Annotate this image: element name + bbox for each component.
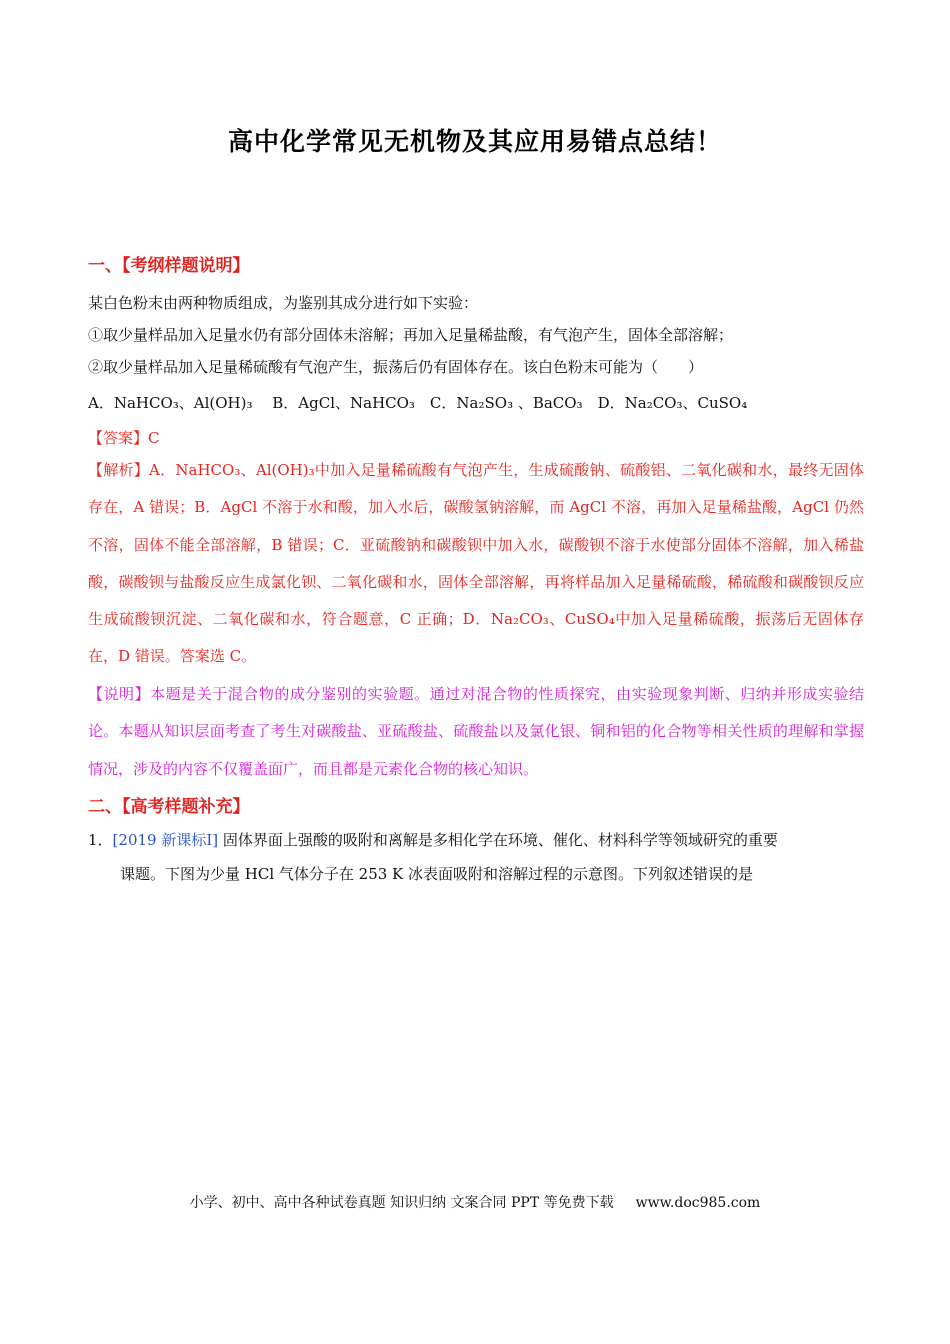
analysis-paragraph: 【解析】A．NaHCO₃、Al(OH)₃中加入足量稀硫酸有气泡产生，生成硫酸钠、硫酸铝、二氧化碳和水，最终无固体存在，A 错误；B．AgCl 不溶于水和酸，加入水后，碳酸氢钠溶解，而 AgCl 不溶，再加入足量稀盐酸，AgCl 仍然不溶，固体不能全部溶解，B 错误；C．亚硫酸钠和碳酸钡中加入水，碳酸钡不溶于水使部分固体不溶解，加入稀盐酸，碳酸钡与盐酸反应生成氯化钡、二氧化碳和水，固体全部溶解，再将样品加入足量稀硫酸，稀硫酸和碳酸钡反应生成硫酸钡沉淀、二氧化碳和水，符合题意，C 正确；D．Na₂CO₃、CuSO₄中加入足量稀硫酸，振荡后无固体存在，D 错误。答案选 C。	[88, 461, 864, 666]
answer-options: A．NaHCO₃、Al(OH)₃ B．AgCl、NaHCO₃ C．Na₂SO₃ 、BaCO₃ D．Na₂CO₃、CuSO₄	[88, 394, 748, 412]
question-stem: 某白色粉末由两种物质组成，为鉴别其成分进行如下实验：	[88, 294, 479, 312]
document-title: 高中化学常见无机物及其应用易错点总结！	[227, 127, 722, 156]
experiment-step-1: ①取少量样品加入足量水仍有部分固体未溶解；再加入足量稀盐酸，有气泡产生，固体全部溶解；	[88, 326, 734, 344]
footer-text: 小学、初中、高中各种试卷真题 知识归纳 文案合同 PPT 等免费下载	[189, 1195, 614, 1211]
answer: 【答案】C	[88, 429, 160, 447]
page-footer	[0, 1192, 950, 1212]
question-number: 1．	[88, 831, 113, 849]
section2-heading: 二、【高考样题补充】	[88, 797, 250, 817]
experiment-step-2: ②取少量样品加入足量稀硫酸有气泡产生，振荡后仍有固体存在。该白色粉末可能为（ ）	[88, 358, 704, 376]
section1-heading: 一、【考纲样题说明】	[88, 256, 250, 276]
footer-url[interactable]: www.doc985.com	[635, 1195, 761, 1211]
question-1	[88, 829, 864, 883]
question-1-line-1: 固体界面上强酸的吸附和离解是多相化学在环境、催化、材料科学等领域研究的重要	[222, 831, 778, 849]
question-1-line-2: 课题。下图为少量 HCl 气体分子在 253 K 冰表面吸附和溶解过程的示意图。下列叙述错误的是	[120, 865, 754, 883]
explanation-paragraph: 【说明】本题是关于混合物的成分鉴别的实验题。通过对混合物的性质探究，由实验现象判断、归纳并形成实验结论。本题从知识层面考查了考生对碳酸盐、亚硫酸盐、硫酸盐以及氯化银、铜和铝的化合物等相关性质的理解和掌握情况，涉及的内容不仅覆盖面广，而且都是元素化合物的核心知识。	[88, 685, 864, 778]
question-source: [2019 新课标Ⅰ]	[112, 831, 219, 849]
